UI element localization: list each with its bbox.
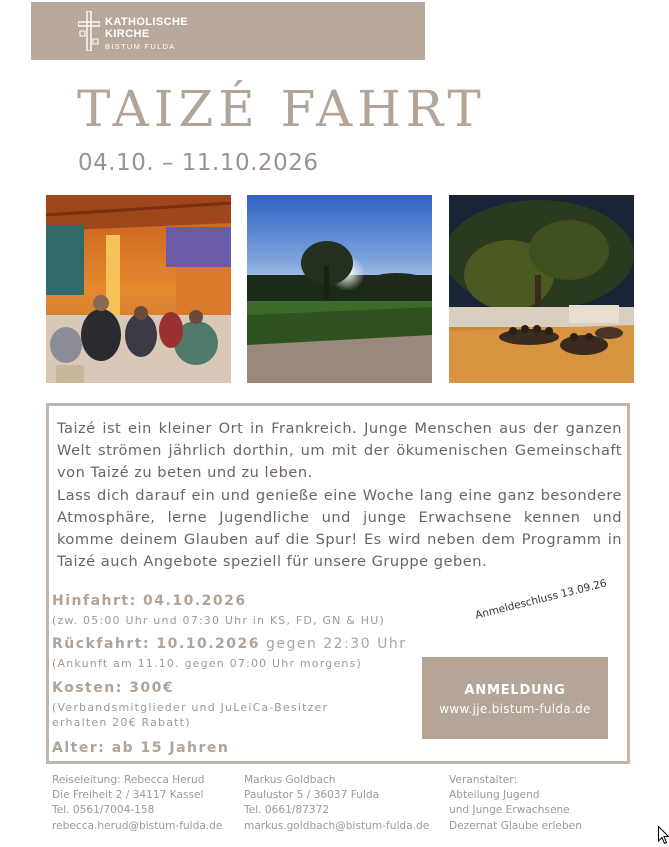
footer-line: Tel. 0661/87372 — [244, 804, 330, 817]
footer-line: Tel. 0561/7004-158 — [52, 804, 155, 817]
photo-sunset-field — [247, 195, 432, 383]
cross-icon — [78, 11, 100, 51]
footer-contact-markus — [244, 773, 429, 834]
cost-note-1: (Verbandsmitglieder und JuLeiCa-Besitzer — [52, 701, 329, 714]
footer-line: Reiseleitung: Rebecca Herud — [52, 774, 205, 786]
outbound-note: (zw. 05:00 Uhr und 07:30 Uhr in KS, FD, GN & HU) — [52, 614, 385, 627]
registration-label: ANMELDUNG — [464, 683, 566, 698]
footer-email-link[interactable]: markus.goldbach@bistum-fulda.de — [244, 819, 430, 832]
footer-line: Paulustor 5 / 36037 Fulda — [244, 789, 380, 802]
return-time: gegen 22:30 Uhr — [260, 636, 407, 652]
footer-line: Die Freiheit 2 / 34117 Kassel — [52, 789, 204, 802]
trip-dates: 04.10. – 11.10.2026 — [78, 150, 319, 176]
header-logo-bar — [31, 2, 425, 60]
return-label: Rückfahrt: 10.10.2026 — [52, 636, 260, 652]
photo-night-gathering — [449, 195, 634, 383]
footer-line: und Junge Erwachsene — [449, 804, 570, 817]
footer-line: Veranstalter: — [449, 774, 518, 786]
photo-church-interior — [46, 195, 231, 383]
logo-line-1: KATHOLISCHE — [105, 16, 189, 28]
footer-line: Markus Goldbach — [244, 774, 336, 786]
registration-button[interactable] — [422, 657, 608, 739]
intro-paragraph-1: Taizé ist ein kleiner Ort in Frankreich. Junge Menschen aus der ganzen Welt strömen jährlich dorthin, um mit der ökumenischen Gemeinschaft von Taizé zu beten und zu leben. — [57, 420, 622, 482]
intro-paragraph-2: Lass dich darauf ein und genieße eine Woche lang eine ganz besondere Atmosphäre, lerne Jugendliche und junge Erwachsene kennen und komme deinem Glauben auf die Spur! Es wird neben dem Programm in Taizé auch Angebote speziell für unsere Gruppe geben. — [57, 486, 622, 571]
return-note: (Ankunft am 11.10. gegen 07:00 Uhr morgens) — [52, 657, 363, 670]
cost-note-2: erhalten 20€ Rabatt) — [52, 716, 191, 729]
cost-label: Kosten: 300€ — [52, 680, 175, 696]
return-line — [52, 636, 406, 652]
logo-text — [105, 16, 188, 53]
registration-deadline: Anmeldeschluss 13.09.26 — [474, 577, 608, 622]
footer-line: Abteilung Jugend — [449, 789, 540, 802]
page-title: TAIZÉ FAHRT — [77, 80, 486, 138]
logo-line-2: KIRCHE — [105, 28, 150, 40]
mouse-cursor-icon — [658, 826, 669, 845]
intro-text — [57, 418, 622, 573]
footer-contact-rebecca — [52, 773, 222, 834]
age-label: Alter: ab 15 Jahren — [52, 740, 230, 756]
footer-line: Dezernat Glaube erleben — [449, 819, 582, 832]
footer-email-link[interactable]: rebecca.herud@bistum-fulda.de — [52, 819, 223, 832]
footer-organizer — [449, 773, 582, 834]
outbound-label: Hinfahrt: 04.10.2026 — [52, 593, 247, 609]
logo-line-3: BISTUM FULDA — [105, 42, 176, 51]
registration-url[interactable]: www.jje.bistum-fulda.de — [439, 702, 591, 716]
